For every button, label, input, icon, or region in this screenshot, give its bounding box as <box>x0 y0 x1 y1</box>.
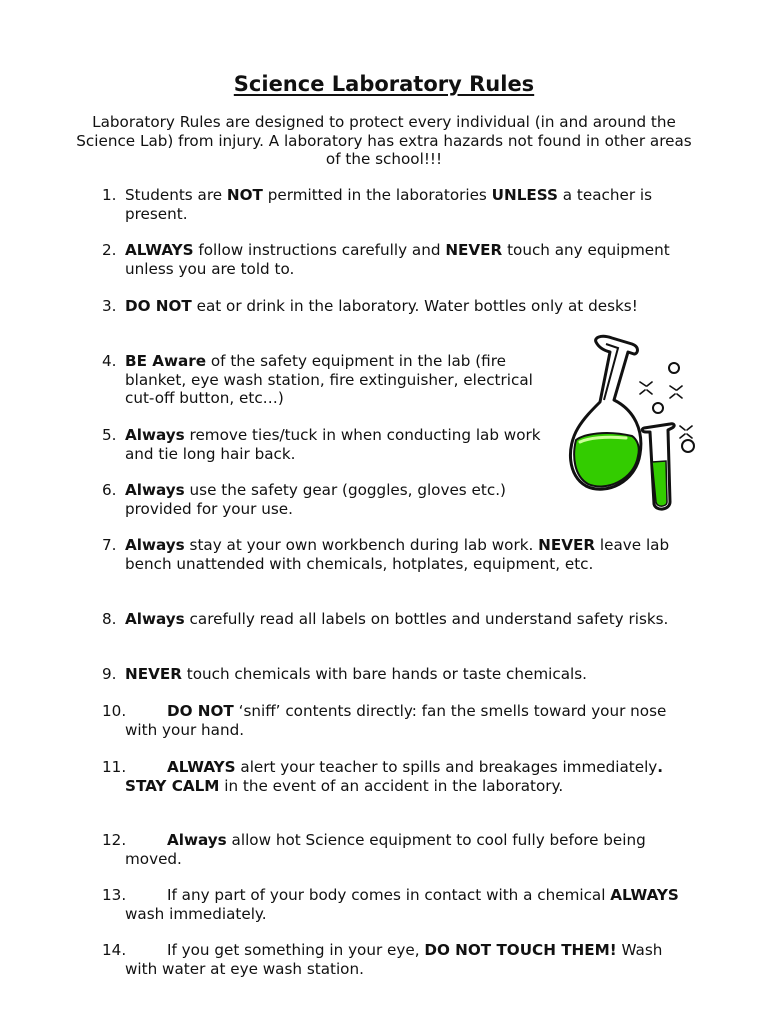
rule-segment: remove ties/tuck in when conducting lab work and tie long hair back. <box>125 426 541 463</box>
chemistry-flask-icon <box>566 330 698 516</box>
rule-segment: allow hot Science equipment to cool fully before being moved. <box>125 831 646 868</box>
rule-text <box>125 536 695 573</box>
rule-segment: If you get something in your eye, <box>167 941 425 959</box>
rule-segment: eat or drink in the laboratory. Water bottles only at desks! <box>191 297 638 315</box>
rule-number: 3. <box>102 297 117 315</box>
bubble-icon <box>653 403 663 413</box>
rule-segment: touch any equipment unless you are told to. <box>125 241 670 278</box>
rule-emphasis: . STAY CALM <box>125 758 664 795</box>
rule-emphasis: ALWAYS <box>610 886 679 904</box>
rule-text <box>125 665 695 684</box>
rule-emphasis: UNLESS <box>491 186 558 204</box>
page-title: Science Laboratory Rules <box>233 72 535 96</box>
rule-emphasis: NEVER <box>445 241 503 259</box>
rule-text <box>125 186 695 223</box>
rule-emphasis: ALWAYS <box>125 241 194 259</box>
rule-segment: Wash with water at eye wash station. <box>125 941 663 978</box>
rule-segment: alert your teacher to spills and breakages immediately <box>235 758 658 776</box>
rule-number: 7. <box>102 536 117 554</box>
rule-number: 14. <box>102 941 127 959</box>
rule-number: 5. <box>102 426 117 444</box>
sparkle-icon <box>670 386 682 398</box>
intro-paragraph: Laboratory Rules are designed to protect every individual (in and around the Science Lab) from injury. A laboratory has extra hazards not found in other areas of the school!!! <box>76 113 692 168</box>
rule-emphasis: Always <box>125 610 185 628</box>
rule-segment: follow instructions carefully and <box>193 241 446 259</box>
rule-emphasis: NOT <box>226 186 263 204</box>
bubble-icon <box>682 440 694 452</box>
rule-text <box>125 702 695 739</box>
rule-number: 9. <box>102 665 117 683</box>
rule-text <box>125 481 555 518</box>
rule-emphasis: Always <box>167 831 227 849</box>
sparkle-icon <box>640 382 652 394</box>
rule-text <box>125 297 695 316</box>
rule-emphasis: DO NOT TOUCH THEM! <box>424 941 617 959</box>
rule-emphasis: DO NOT <box>125 297 192 315</box>
rule-segment: permitted in the laboratories <box>262 186 492 204</box>
rule-emphasis: DO NOT <box>167 702 234 720</box>
rule-segment: ‘sniff’ contents directly: fan the smells toward your nose with your hand. <box>125 702 667 739</box>
rule-number: 8. <box>102 610 117 628</box>
rule-emphasis: Always <box>125 481 185 499</box>
rule-text <box>125 241 695 278</box>
rule-emphasis: BE Aware <box>125 352 207 370</box>
rule-text <box>125 352 555 408</box>
rule-number: 1. <box>102 186 117 204</box>
rule-text <box>125 886 695 923</box>
bubble-icon <box>669 363 679 373</box>
rule-segment: a teacher is present. <box>125 186 653 223</box>
rule-number: 10. <box>102 702 127 720</box>
rule-text <box>125 758 695 795</box>
rule-text <box>125 831 695 868</box>
rule-number: 4. <box>102 352 117 370</box>
rule-emphasis: ALWAYS <box>167 758 236 776</box>
rule-text <box>125 941 695 978</box>
rule-segment: of the safety equipment in the lab (fire blanket, eye wash station, fire extinguisher, electrical cut-off button, etc…) <box>125 352 533 407</box>
rule-segment: Students are <box>125 186 227 204</box>
rule-number: 6. <box>102 481 117 499</box>
rule-number: 13. <box>102 886 127 904</box>
rule-segment: leave lab bench unattended with chemicals, hotplates, equipment, etc. <box>125 536 670 573</box>
rule-number: 12. <box>102 831 127 849</box>
rule-number: 11. <box>102 758 127 776</box>
rule-emphasis: NEVER <box>125 665 182 683</box>
rule-emphasis: Always <box>125 426 185 444</box>
rule-segment: stay at your own workbench during lab work. <box>184 536 539 554</box>
rule-segment: use the safety gear (goggles, gloves etc.) provided for your use. <box>125 481 506 518</box>
rule-text <box>125 610 695 629</box>
rule-number: 2. <box>102 241 117 259</box>
rule-emphasis: Always <box>125 536 185 554</box>
rule-segment: wash immediately. <box>125 904 267 923</box>
rule-segment: in the event of an accident in the laboratory. <box>219 776 564 795</box>
rule-emphasis: NEVER <box>538 536 596 554</box>
rule-text <box>125 426 555 463</box>
rule-segment: carefully read all labels on bottles and understand safety risks. <box>184 610 669 628</box>
rule-segment: If any part of your body comes in contact with a chemical <box>167 886 611 904</box>
rule-segment: touch chemicals with bare hands or taste chemicals. <box>181 665 588 683</box>
sparkle-icon <box>680 426 692 438</box>
